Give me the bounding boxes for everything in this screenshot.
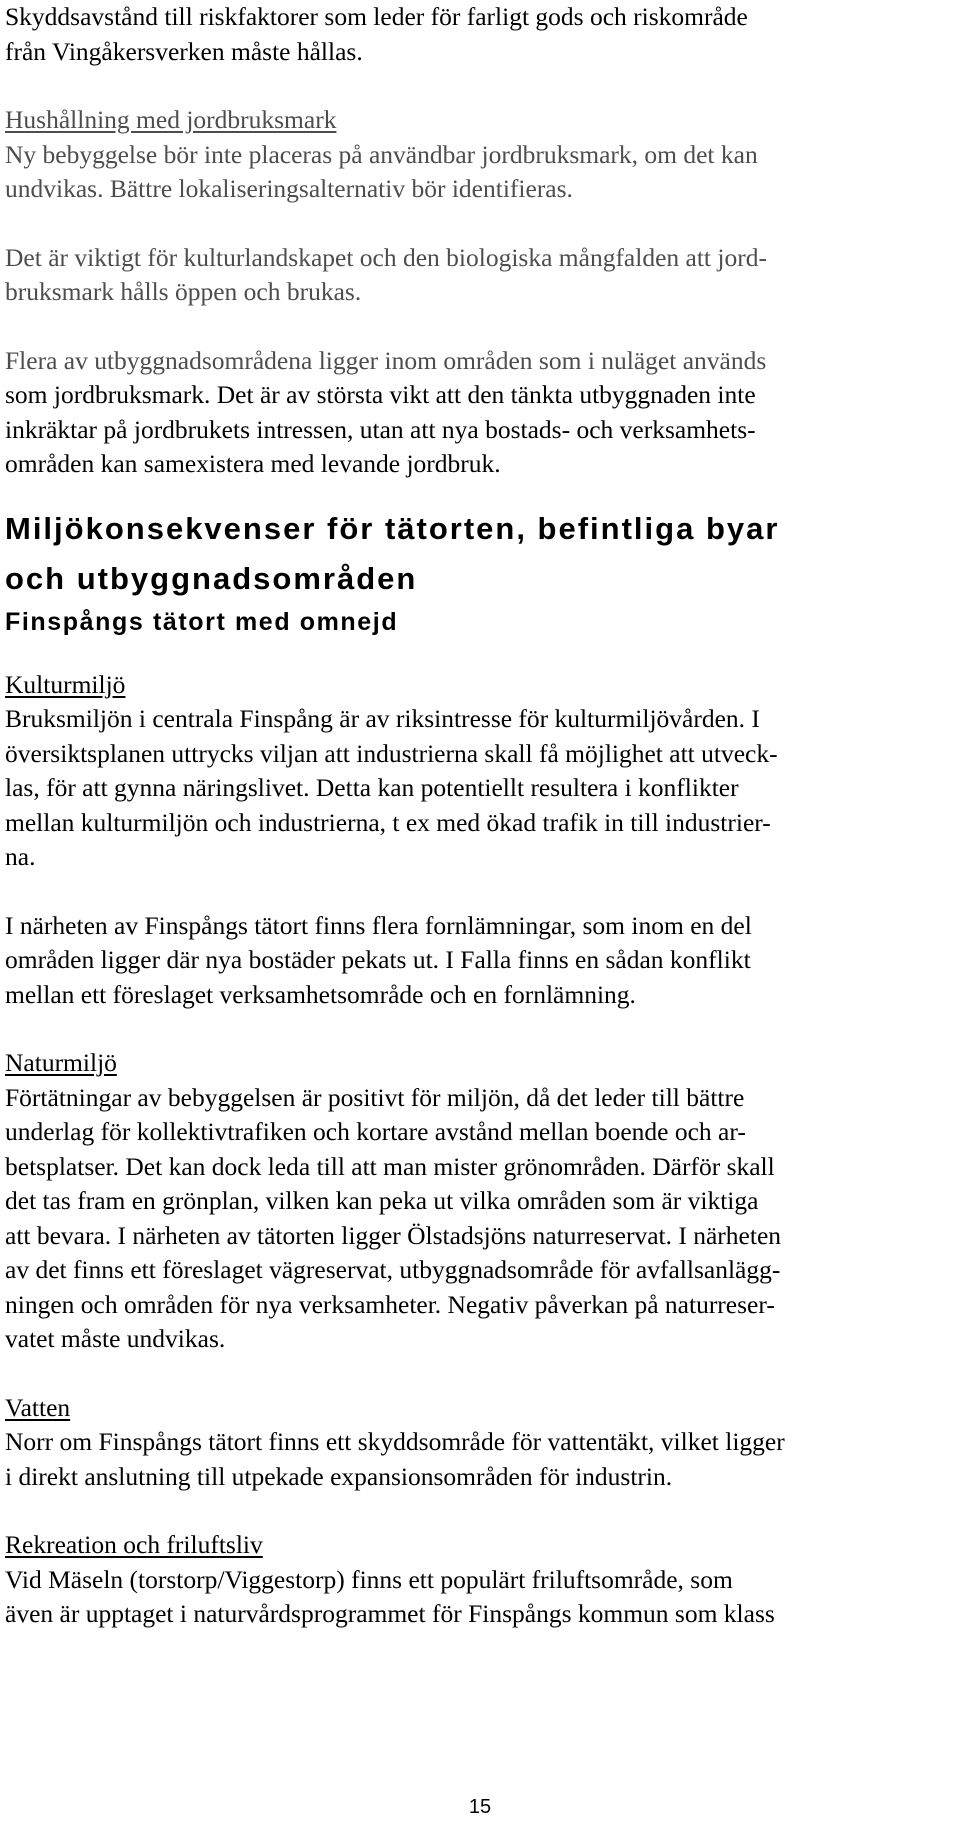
text-line: Förtätningar av bebyggelsen är positivt för miljön, då det leder till bättre xyxy=(5,1082,745,1112)
text-line: områden ligger där nya bostäder pekats ut. I Falla finns en sådan konflikt xyxy=(5,945,751,974)
section-subtitle: Finspångs tätort med omnejd xyxy=(5,607,399,636)
text-line: undvikas. Bättre lokaliseringsalternativ bör identifieras. xyxy=(5,174,573,203)
text-line: I närheten av Finspångs tätort finns flera fornlämningar, som inom en del xyxy=(5,910,752,940)
text-line: vatet måste undvikas. xyxy=(5,1324,226,1353)
text-line: bruksmark hålls öppen och brukas. xyxy=(5,277,362,306)
text-line: som jordbruksmark. Det är av största vikt att den tänkta utbyggnaden inte xyxy=(5,380,756,409)
text-line: ningen och områden för nya verksamheter. Negativ påverkan på naturreser- xyxy=(5,1289,775,1319)
text-line: i direkt anslutning till utpekade expansionsområden för industrin. xyxy=(5,1461,673,1491)
text-line: områden kan samexistera med levande jordbruk. xyxy=(5,449,501,478)
section-heading-vatten: Vatten xyxy=(5,1392,71,1422)
text-line: Ny bebyggelse bör inte placeras på användbar jordbruksmark, om det kan xyxy=(5,139,758,169)
text-line: mellan ett föreslaget verksamhetsområde och en fornlämning. xyxy=(5,979,636,1009)
section-title-block xyxy=(5,504,955,640)
section-title-line: och utbyggnadsområden xyxy=(5,560,418,596)
text-line: Vid Mäseln (torstorp/Viggestorp) finns ett populärt friluftsområde, som xyxy=(5,1564,733,1594)
text-line: Skyddsavstånd till riskfaktorer som leder för farligt gods och riskområde xyxy=(5,2,748,31)
text-line: översiktsplanen uttrycks viljan att industrierna skall få möjlighet att utveck- xyxy=(5,738,778,768)
text-line: na. xyxy=(5,842,36,871)
section-heading-naturmiljo: Naturmiljö xyxy=(5,1048,117,1077)
text-line: Norr om Finspångs tätort finns ett skyddsområde för vattentäkt, vilket ligger xyxy=(5,1427,785,1456)
jordbruksmark-section xyxy=(5,103,955,482)
text-line: att bevara. I närheten av tätorten ligger Ölstadsjöns naturreservat. I närheten xyxy=(5,1220,782,1250)
section-heading-jordbruksmark: Hushållning med jordbruksmark xyxy=(5,105,337,134)
page-number: 15 xyxy=(468,1796,492,1818)
text-line: las, för att gynna näringslivet. Detta kan potentiellt resultera i konflikter xyxy=(5,773,739,802)
text-line: inkräktar på jordbrukets intressen, utan att nya bostads- och verksamhets- xyxy=(5,414,756,444)
text-line: även är upptaget i naturvårdsprogrammet för Finspångs kommun som klass xyxy=(5,1599,775,1628)
kulturmiljo-section xyxy=(5,668,955,1013)
text-line: underlag för kollektivtrafiken och kortare avstånd mellan boende och ar- xyxy=(5,1117,746,1146)
text-line: från Vingåkersverken måste hållas. xyxy=(5,36,363,66)
rekreation-section xyxy=(5,1528,955,1632)
section-title-line: Miljökonsekvenser för tätorten, befintliga byar xyxy=(5,510,780,546)
intro-paragraph xyxy=(5,0,955,69)
text-line: Flera av utbyggnadsområdena ligger inom områden som i nuläget används xyxy=(5,345,767,375)
document-page xyxy=(5,0,955,1632)
text-line: det tas fram en grönplan, vilken kan peka ut vilka områden som är viktiga xyxy=(5,1186,759,1215)
text-line: betsplatser. Det kan dock leda till att man mister grönområden. Därför skall xyxy=(5,1151,775,1181)
text-line: av det finns ett föreslaget vägreservat, utbyggnadsområde för avfallsanlägg- xyxy=(5,1255,781,1284)
naturmiljo-section xyxy=(5,1046,955,1357)
section-heading-rekreation: Rekreation och friluftsliv xyxy=(5,1530,263,1559)
vatten-section xyxy=(5,1391,955,1495)
section-heading-kulturmiljo: Kulturmiljö xyxy=(5,669,126,699)
text-line: mellan kulturmiljön och industrierna, t ex med ökad trafik in till industrier- xyxy=(5,807,771,837)
text-line: Det är viktigt för kulturlandskapet och den biologiska mångfalden att jord- xyxy=(5,242,767,272)
text-line: Bruksmiljön i centrala Finspång är av riksintresse för kulturmiljövården. I xyxy=(5,704,760,733)
